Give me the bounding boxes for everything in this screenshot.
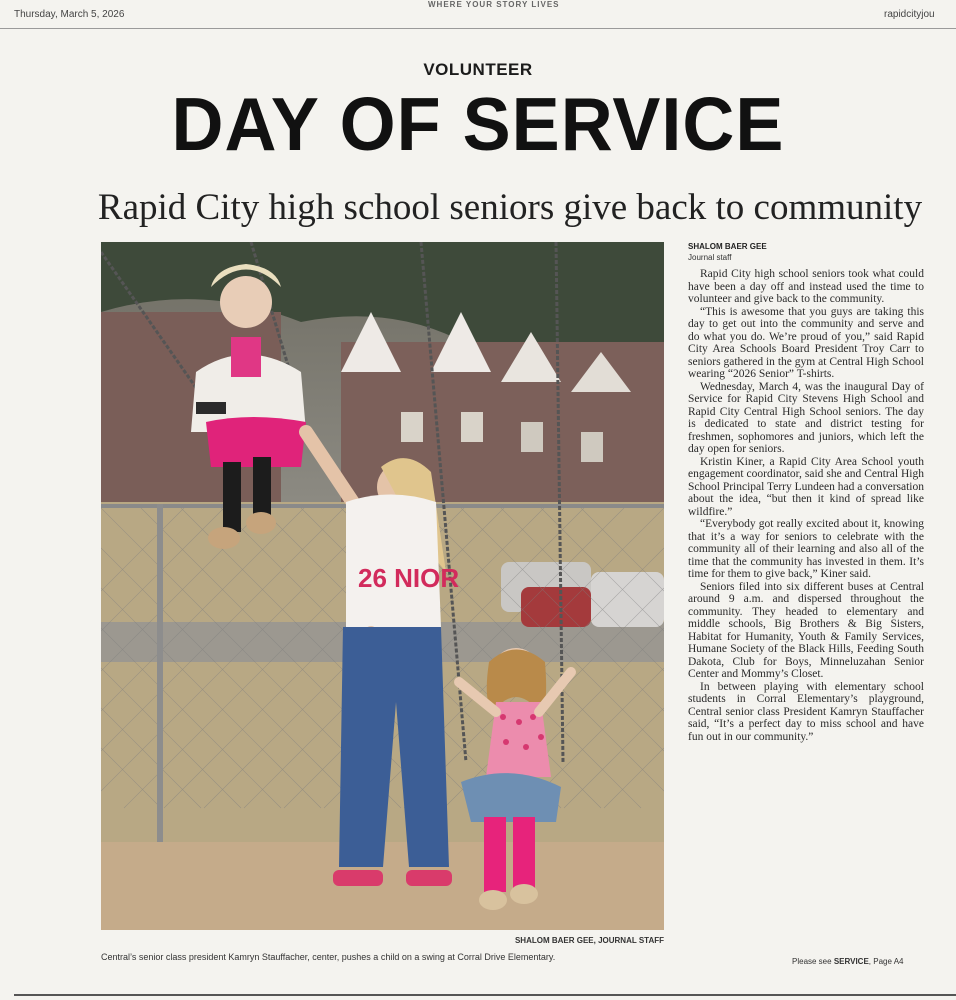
subheadline: Rapid City high school seniors give back to community — [97, 187, 923, 228]
byline-role: Journal staff — [688, 253, 732, 262]
article-paragraph: In between playing with elementary school students in Corral Elementary’s playground, Central senior class President Kamryn Stauffacher said, “It’s a perfect day to miss school and have fun out in our community.” — [688, 680, 924, 743]
article-paragraph: Rapid City high school seniors took what could have been a day off and instead used the time to volunteer and give back to the community. — [688, 268, 924, 305]
article-paragraph: Kristin Kiner, a Rapid City Area School youth engagement coordinator, said she and Central High School Principal Terry Lundeen had a conversation about the idea, “but then it kind of spread like wildfire.” — [688, 455, 924, 518]
byline: SHALOM BAER GEE — [688, 242, 767, 251]
jump-page: , Page A4 — [868, 957, 904, 966]
article-paragraph: Wednesday, March 4, was the inaugural Day of Service for Rapid City Stevens High School and Rapid City Central High School seniors. The day is dedicated to state and district testing for freshmen, sophomores and juniors, which left the day open for seniors. — [688, 380, 924, 455]
article-body — [688, 268, 924, 743]
publication-date: Thursday, March 5, 2026 — [14, 9, 125, 20]
site-name: rapidcityjou — [884, 9, 935, 20]
page-header — [0, 0, 956, 29]
photo-credit: SHALOM BAER GEE, JOURNAL STAFF — [514, 936, 664, 945]
page-divider — [14, 994, 956, 996]
article-paragraph: “This is awesome that you guys are taking this day to get out into the community and serve and do what you do. We’re proud of you,” said Rapid City Area Schools Board President Troy Carr to seniors gathered in the gym at Central High School wearing “2026 Senior” T-shirts. — [688, 305, 924, 380]
article-paragraph: “Everybody got really excited about it, knowing that it’s a way for seniors to celebrate with the community all of their learning and also all of the time that the community has invested in them. It’s time for them to give back,” Kiner said. — [688, 518, 924, 580]
section-kicker: VOLUNTEER — [423, 60, 533, 79]
photo-caption: Central’s senior class president Kamryn Stauffacher, center, pushes a child on a swing at Corral Drive Elementary. — [101, 952, 556, 962]
swing-playground-photo — [101, 242, 664, 930]
shirt-text: 26 NIOR — [358, 563, 460, 593]
masthead-slogan: WHERE YOUR STORY LIVES — [428, 0, 560, 9]
jump-prefix: Please see — [792, 957, 834, 966]
article-paragraph: Seniors filed into six different buses at Central around 9 a.m. and dispersed throughout the community. They headed to elementary and middle schools, Big Brothers & Big Sisters, Habitat for Humanity, Youth & Family Services, Humane Society of the Black Hills, Feeding South Dakota, Club for Boys, Minneluzahan Senior Center and Mommy’s Closet. — [688, 580, 924, 680]
continuation-note[interactable] — [792, 957, 904, 966]
jump-keyword: SERVICE — [833, 957, 869, 966]
headline: DAY OF SERVICE — [171, 83, 785, 167]
article-photo — [101, 242, 664, 930]
